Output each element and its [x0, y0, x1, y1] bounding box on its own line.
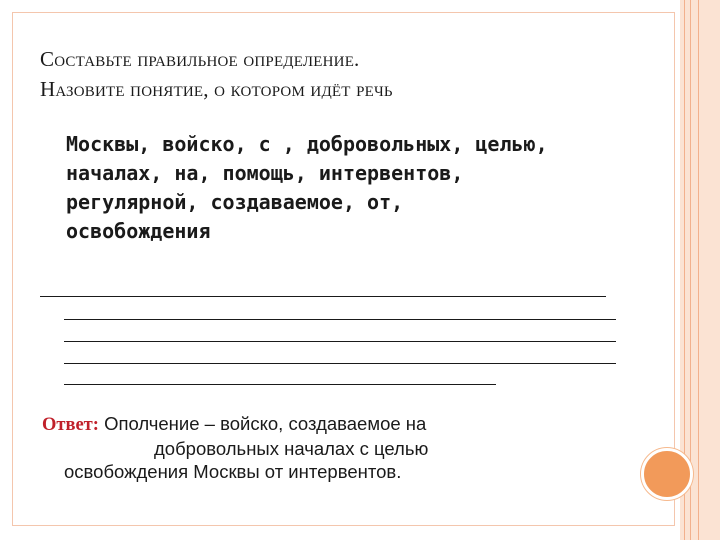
answer-label: Ответ: — [42, 415, 99, 435]
slide-title — [40, 44, 620, 104]
decorative-side-line — [690, 0, 691, 540]
words-line-2: началах, на, помощь, интервентов, — [66, 161, 464, 185]
title-line-2: Назовите понятие, о котором идёт речь — [40, 77, 393, 101]
answer-line-1-text: Ополчение – войско, создаваемое на — [98, 413, 427, 434]
words-line-3: регулярной, создаваемое, от, — [66, 190, 404, 214]
answer-blank-line — [64, 363, 616, 364]
answer-blank-line — [40, 296, 606, 297]
answer-blank-line — [64, 384, 496, 385]
answer-line-1 — [42, 412, 562, 437]
words-line-4: освобождения — [66, 219, 211, 243]
decorative-side-line — [698, 0, 699, 540]
decorative-circle — [641, 448, 693, 500]
answer-blank-line — [64, 319, 616, 320]
scrambled-words — [66, 130, 626, 246]
title-line-1: Составьте правильное определение. — [40, 47, 360, 71]
answer-line-3: освобождения Москвы от интервентов. — [64, 461, 402, 482]
words-line-1: Москвы, войско, с , добровольных, целью, — [66, 132, 548, 156]
answer-blank-line — [64, 341, 616, 342]
answer-line-2: добровольных началах с целью — [154, 438, 429, 459]
answer-block — [42, 412, 562, 483]
